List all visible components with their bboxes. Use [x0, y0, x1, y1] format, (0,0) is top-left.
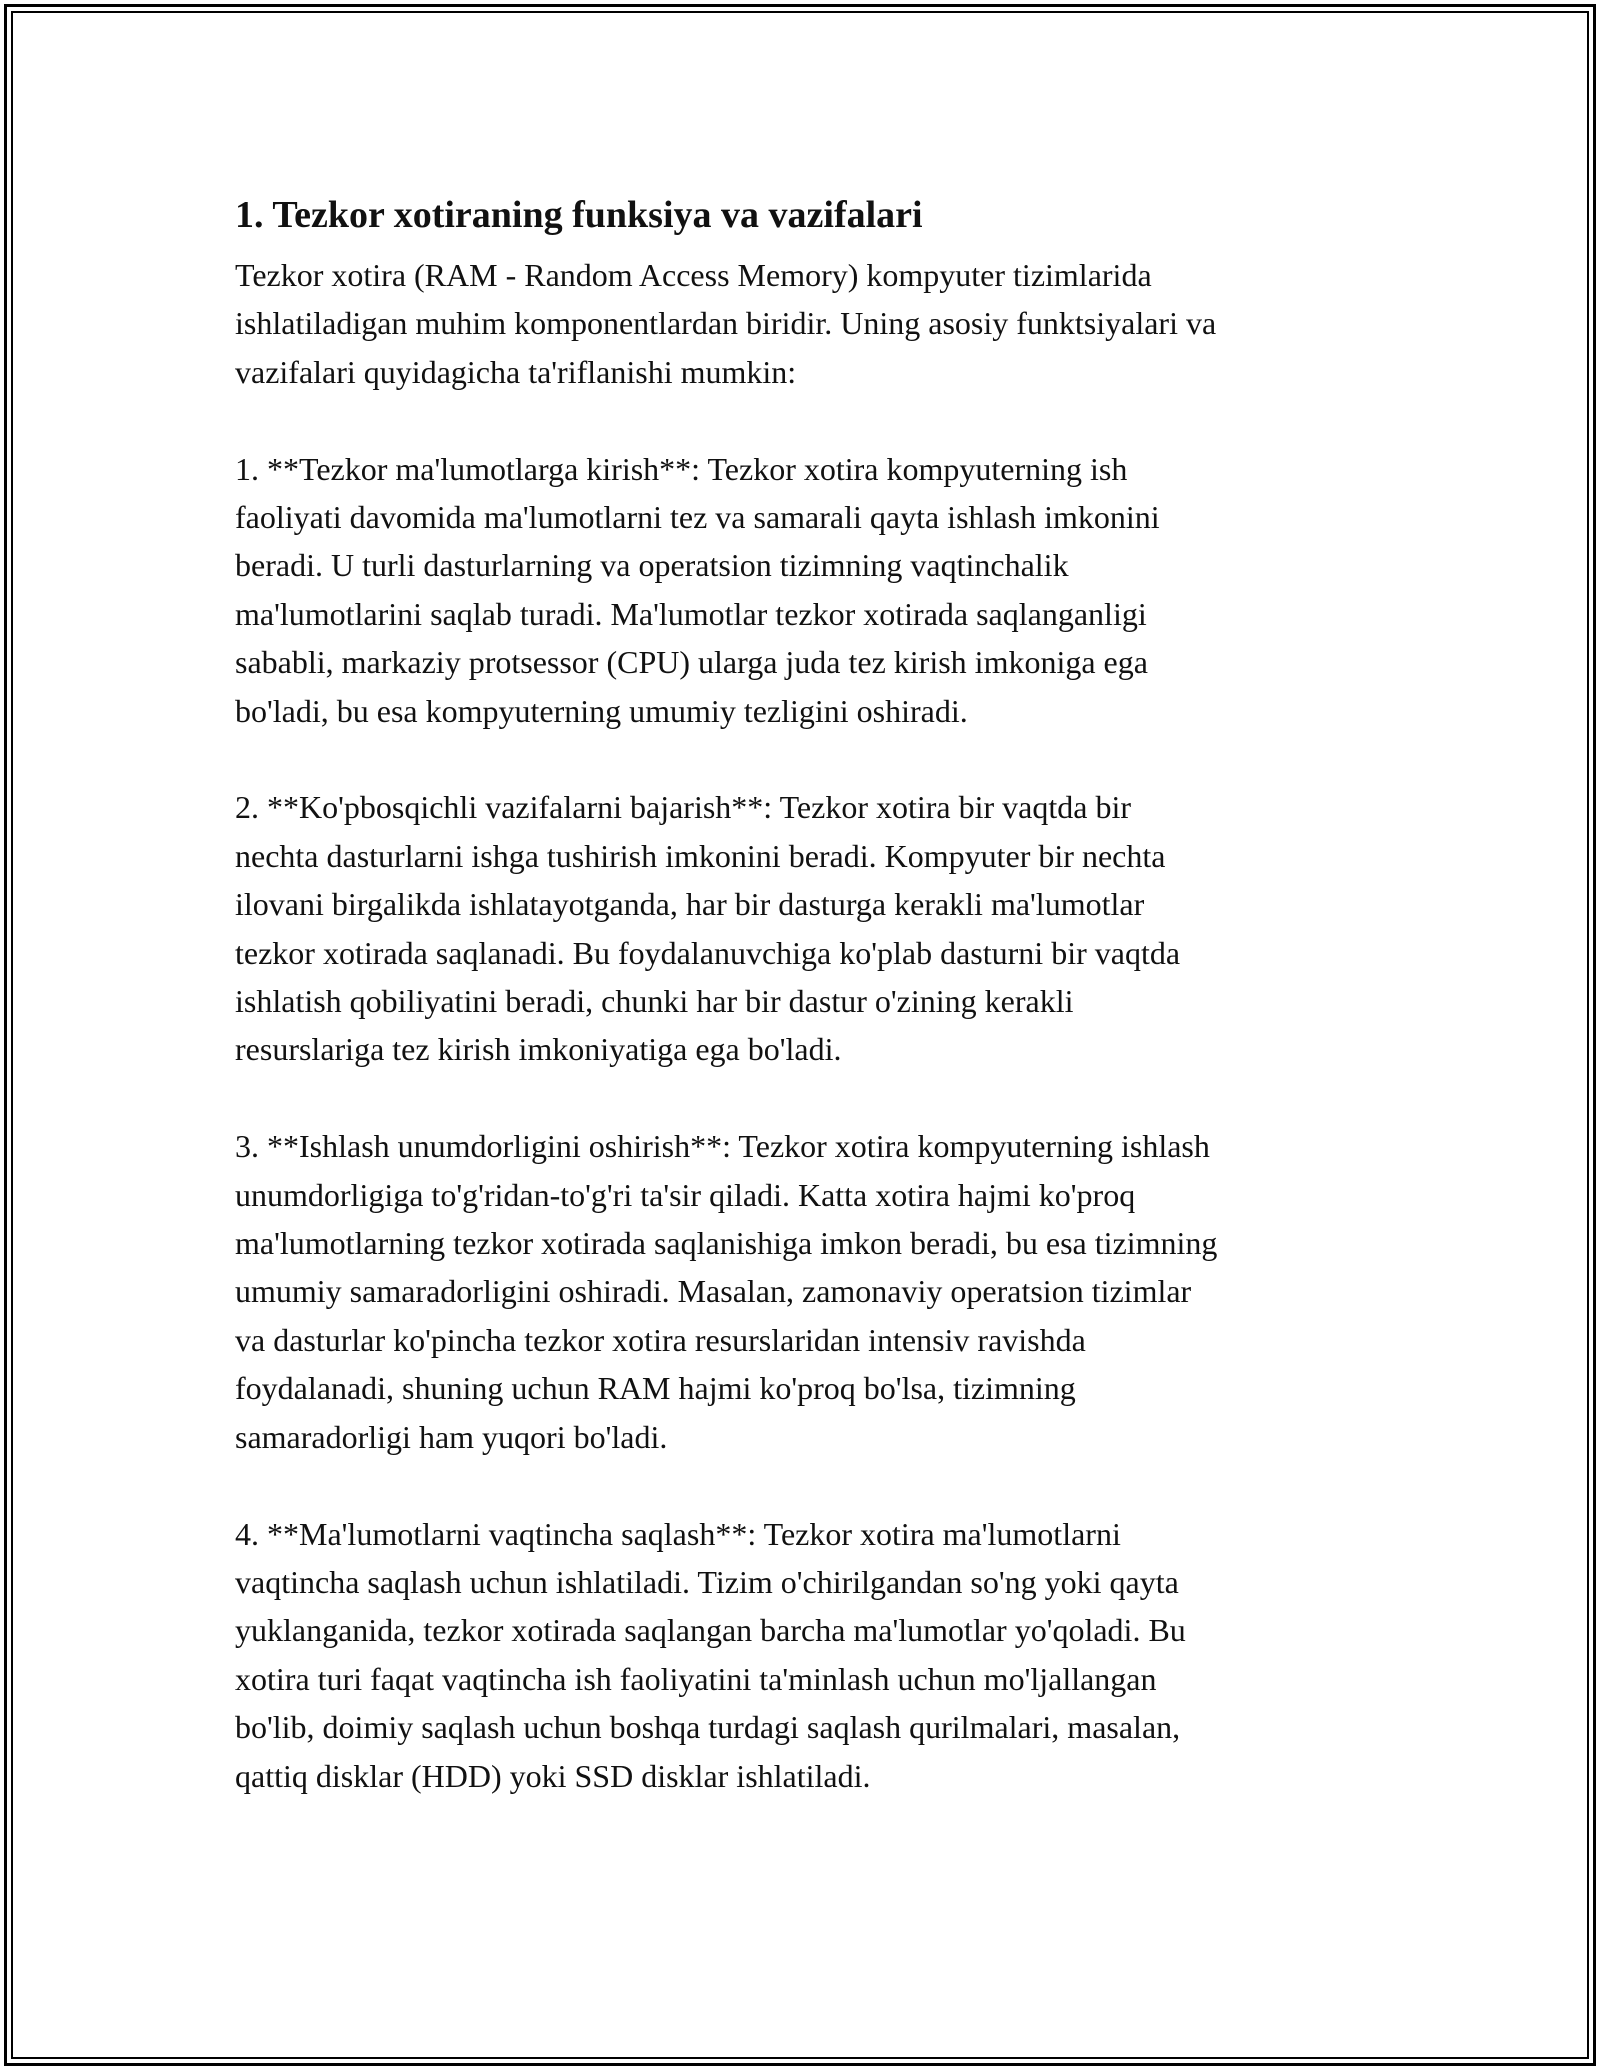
document-body — [235, 185, 1385, 1848]
list-item-4: 4. **Ma'lumotlarni vaqtincha saqlash**: Tezkor xotira ma'lumotlarni vaqtincha saqlash uchun ishlatiladi. Tizim o'chirilgandan so'ng yoki qayta yuklanganida, tezkor xotirada saqlangan barcha ma'lumotlar yo'qoladi. Bu xotira turi faqat vaqtincha ish faoliyatini ta'minlash uchun mo'ljallangan bo'lib, doimiy saqlash uchun boshqa turdagi saqlash qurilmalari, masalan, qattiq disklar (HDD) yoki SSD disklar ishlatiladi. — [235, 1515, 1186, 1794]
list-item-1: 1. **Tezkor ma'lumotlarga kirish**: Tezkor xotira kompyuterning ish faoliyati davomida ma'lumotlarni tez va samarali qayta ishlash imkonini beradi. U turli dasturlarning va operatsion tizimning vaqtinchalik ma'lumotlarini saqlab turadi. Ma'lumotlar tezkor xotirada saqlanganligi sababli, markaziy protsessor (CPU) ularga juda tez kirish imkoniga ega bo'ladi, bu esa kompyuterning umumiy tezligini oshiradi. — [235, 450, 1160, 729]
list-item-3: 3. **Ishlash unumdorligini oshirish**: Tezkor xotira kompyuterning ishlash unumdorligiga to'g'ridan-to'g'ri ta'sir qiladi. Katta xotira hajmi ko'proq ma'lumotlarning tezkor xotirada saqlanishiga imkon beradi, bu esa tizimning umumiy samaradorligini oshiradi. Masalan, zamonaviy operatsion tizimlar va dasturlar ko'pincha tezkor xotira resurslaridan intensiv ravishda foydalanadi, shuning uchun RAM hajmi ko'proq bo'lsa, tizimning samaradorligi ham yuqori bo'ladi. — [235, 1128, 1218, 1455]
intro-paragraph: Tezkor xotira (RAM - Random Access Memory) kompyuter tizimlarida ishlatiladigan muhim komponentlardan biridir. Uning asosiy funktsiyalari va vazifalari quyidagicha ta'riflanishi mumkin: — [235, 257, 1217, 390]
list-item-2: 2. **Ko'pbosqichli vazifalarni bajarish**: Tezkor xotira bir vaqtda bir nechta dasturlarni ishga tushirish imkonini beradi. Kompyuter bir nechta ilovani birgalikda ishlatayotganda, har bir dasturga kerakli ma'lumotlar tezkor xotirada saqlanadi. Bu foydalanuvchiga ko'plab dasturni bir vaqtda ishlatish qobiliyatini beradi, chunki har bir dastur o'zining kerakli resurslariga tez kirish imkoniyatiga ega bo'ladi. — [235, 789, 1181, 1068]
section-heading: 1. Tezkor xotiraning funksiya va vazifalari — [235, 194, 923, 236]
